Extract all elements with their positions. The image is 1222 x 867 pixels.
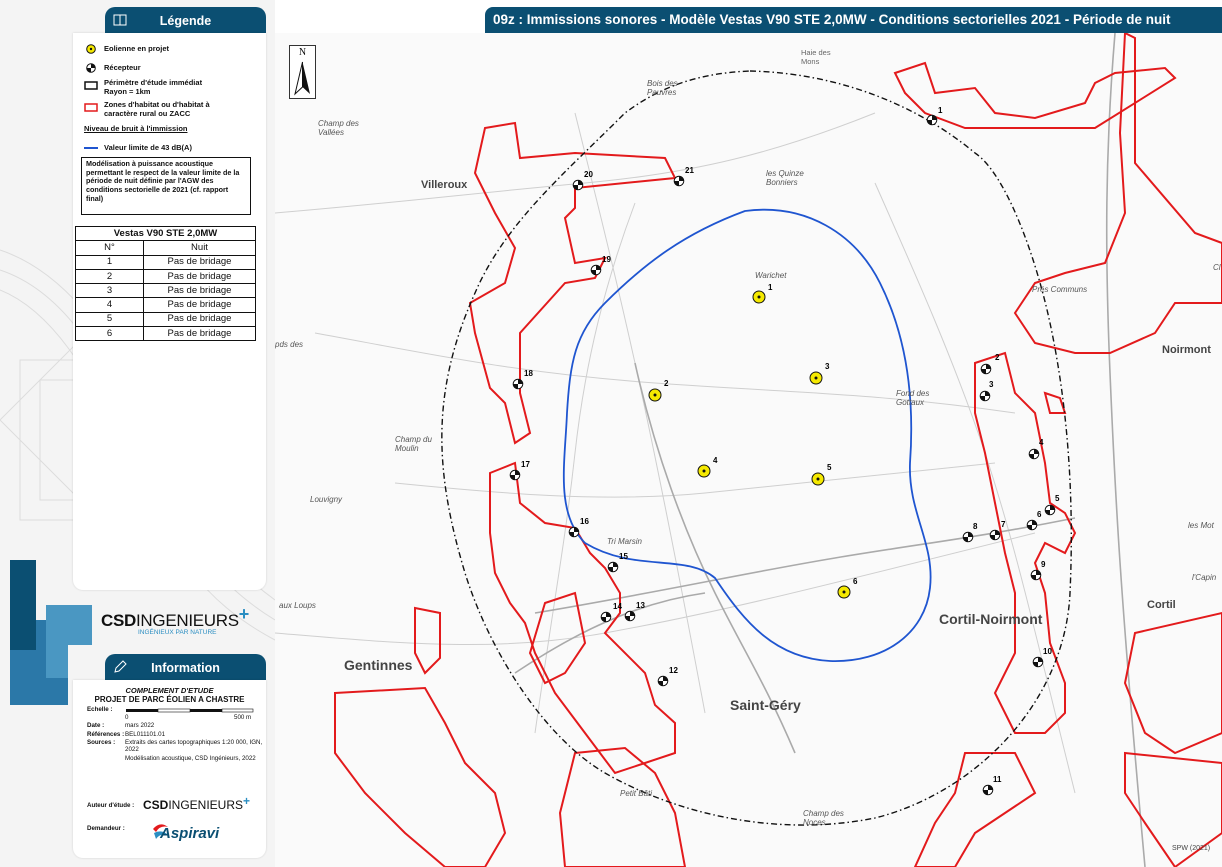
label-haie-des-mons-text: Haie des xyxy=(801,48,831,57)
north-arrow-icon xyxy=(290,60,315,98)
receptor-label: 21 xyxy=(685,166,694,175)
receptor-label: 11 xyxy=(993,775,1002,784)
receptor-marker[interactable] xyxy=(1031,560,1046,580)
receptor-label: 14 xyxy=(613,602,622,611)
map-title: 09z : Immissions sonores - Modèle Vestas V90 STE 2,0MW - Conditions sectorielles 2021 - Période de nuit xyxy=(485,7,1222,33)
turbine-label: 5 xyxy=(827,463,832,472)
table-cell-nuit: Pas de bridage xyxy=(144,269,256,283)
label-les-quinze-bonniers: les Quinze Bonniers xyxy=(766,169,804,187)
receptor-marker[interactable] xyxy=(983,775,1002,795)
receptor-marker[interactable] xyxy=(658,666,678,686)
info-date-label: Date : xyxy=(87,722,105,729)
table-cell-n: 3 xyxy=(76,284,144,298)
table-row xyxy=(76,255,256,269)
label-haie-des-mons xyxy=(801,48,833,66)
table-cell-n: 4 xyxy=(76,298,144,312)
table-cell-nuit: Pas de bridage xyxy=(144,284,256,298)
legend-zones-label: Zones d'habitat ou d'habitat à caractère rural ou ZACC xyxy=(104,100,210,118)
receptor-label: 6 xyxy=(1037,510,1042,519)
label-champ-des-noces: Champ des Noces xyxy=(803,809,844,827)
receptor-label: 18 xyxy=(524,369,533,378)
legend-tab[interactable] xyxy=(105,7,266,34)
logo-csd: CSD xyxy=(101,611,136,630)
town-noirmont: Noirmont xyxy=(1162,344,1211,356)
town-gentinnes: Gentinnes xyxy=(344,657,413,673)
label-bois-des-pauvres: Bois des Pauvres xyxy=(647,79,678,97)
scale-start: 0 xyxy=(125,714,129,721)
legend-item-eolienne xyxy=(84,44,264,54)
limit-line-symbol-icon xyxy=(84,145,98,151)
habitat-zones xyxy=(335,33,1222,867)
receptor-marker[interactable] xyxy=(1033,647,1052,667)
info-demandeur-label: Demandeur : xyxy=(87,825,125,832)
perimeter-symbol-icon xyxy=(84,81,98,90)
info-date: mars 2022 xyxy=(125,722,155,729)
receptor-label: 10 xyxy=(1043,647,1052,656)
receptor-marker[interactable] xyxy=(980,380,994,401)
receptor-layer xyxy=(510,106,1060,795)
receptor-label: 1 xyxy=(938,106,943,115)
label-champ-du-moulin: Champ du Moulin xyxy=(395,435,432,453)
receptor-label: 12 xyxy=(669,666,678,675)
label-cl: Cl xyxy=(1213,263,1221,272)
turbine-layer xyxy=(649,283,858,598)
receptor-label: 15 xyxy=(619,552,628,561)
label-tri-marsin: Tri Marsin xyxy=(607,537,642,546)
receptor-label: 2 xyxy=(995,353,1000,362)
table-header-nuit: Nuit xyxy=(144,241,256,255)
csd-logo xyxy=(101,604,250,636)
label-champ-des-vallees: Champ des Vallées xyxy=(318,119,359,137)
label-louvigny: Louvigny xyxy=(310,495,343,504)
bridage-table xyxy=(75,226,256,341)
town-cortil-noirmont: Cortil-Noirmont xyxy=(939,611,1043,627)
label-lcapin: l'Capin xyxy=(1192,573,1217,582)
info-sources: Extraits des cartes topographiques 1:20 000, IGN, 2022 xyxy=(125,739,263,754)
table-cell-nuit: Pas de bridage xyxy=(144,327,256,341)
info-ref: BEL011101.01 xyxy=(125,731,166,738)
table-cell-nuit: Pas de bridage xyxy=(144,255,256,269)
receptor-marker[interactable] xyxy=(963,522,978,542)
table-cell-nuit: Pas de bridage xyxy=(144,298,256,312)
table-row xyxy=(76,284,256,298)
table-title: Vestas V90 STE 2,0MW xyxy=(76,227,256,241)
info-sources-2: Modélisation acoustique, CSD Ingénieurs, 2022 xyxy=(125,755,256,762)
label-fond-des-gottaux: Fond des Gottaux xyxy=(896,389,930,407)
legend-tab-label: Légende xyxy=(159,13,212,28)
table-cell-nuit: Pas de bridage xyxy=(144,312,256,326)
table-cell-n: 5 xyxy=(76,312,144,326)
turbine-marker[interactable] xyxy=(838,577,858,598)
zone-symbol-icon xyxy=(84,103,98,112)
town-saint-gery: Saint-Géry xyxy=(730,697,801,713)
receptor-label: 16 xyxy=(580,517,589,526)
receptor-label: 7 xyxy=(1001,520,1006,529)
map-frame[interactable] xyxy=(275,33,1222,867)
label-warichet: Warichet xyxy=(755,271,787,280)
legend-noise-heading xyxy=(84,124,187,133)
legend-item-zones xyxy=(84,100,244,118)
information-tab-label: Information xyxy=(151,660,220,675)
pencil-icon xyxy=(113,660,127,674)
receptor-marker[interactable] xyxy=(1027,510,1042,530)
turbine-label: 6 xyxy=(853,577,858,586)
author-logo xyxy=(143,794,251,812)
legend-noise-heading-text: Niveau de bruit à l'immission xyxy=(84,124,188,133)
receptor-marker[interactable] xyxy=(981,353,1000,374)
table-row xyxy=(76,312,256,326)
legend-item-recepteur xyxy=(84,63,264,73)
modelisation-note: Modélisation à puissance acoustique permettant le respect de la valeur limite de la période de nuit définie par l'AGW des conditions sectorielle de 2021 (cf. rapport final) xyxy=(81,157,251,215)
table-row xyxy=(76,298,256,312)
legend-eolienne-label: Eolienne en projet xyxy=(104,44,170,53)
town-cortil: Cortil xyxy=(1147,599,1176,611)
legend-perimetre-label: Périmètre d'étude immédiat Rayon = 1km xyxy=(104,78,203,96)
turbine-marker[interactable] xyxy=(753,283,773,303)
table-cell-n: 2 xyxy=(76,269,144,283)
legend-limit-label: Valeur limite de 43 dB(A) xyxy=(104,143,192,152)
town-villeroux: Villeroux xyxy=(421,179,468,191)
table-header-n: N° xyxy=(76,241,144,255)
label-les-mot: les Mot xyxy=(1188,521,1214,530)
logo-tagline: INGÉNIEUX PAR NATURE xyxy=(138,629,217,636)
info-author-label: Auteur d'étude : xyxy=(87,802,135,809)
receptor-symbol-icon xyxy=(86,63,96,73)
turbine-symbol-icon xyxy=(86,44,96,54)
table-row xyxy=(76,269,256,283)
legend-item-perimetre xyxy=(84,78,264,96)
receptor-label: 9 xyxy=(1041,560,1046,569)
north-letter: N xyxy=(298,47,307,58)
receptor-label: 8 xyxy=(973,522,978,531)
label-pres-communs: Prés Communs xyxy=(1032,285,1088,294)
receptor-label: 3 xyxy=(989,380,994,389)
aspiravi-name: Aspiravi xyxy=(160,825,220,842)
info-ref-label: Références : xyxy=(87,731,125,738)
turbine-marker[interactable] xyxy=(810,362,830,384)
turbine-label: 3 xyxy=(825,362,830,371)
scale-end: 500 m xyxy=(234,714,252,721)
receptor-marker[interactable] xyxy=(674,166,694,186)
turbine-marker[interactable] xyxy=(698,456,718,477)
info-sources-label: Sources : xyxy=(87,739,116,746)
label-petit-bati: Petit Bâti xyxy=(620,789,653,798)
receptor-label: 20 xyxy=(584,170,593,179)
receptor-label: 4 xyxy=(1039,438,1044,447)
info-echelle-label: Echelle : xyxy=(87,706,113,713)
info-complement: COMPLEMENT D'ETUDE xyxy=(125,686,214,695)
author-plus-icon: + xyxy=(243,794,251,808)
background-roads xyxy=(275,113,1075,793)
legend-book-icon xyxy=(113,13,127,27)
north-arrow xyxy=(289,45,316,99)
receptor-label: 17 xyxy=(521,460,530,469)
table-cell-n: 6 xyxy=(76,327,144,341)
receptor-label: 13 xyxy=(636,601,645,610)
receptor-marker[interactable] xyxy=(927,106,943,125)
info-project: PROJET DE PARC ÉOLIEN A CHASTRE xyxy=(94,695,245,704)
turbine-label: 4 xyxy=(713,456,718,465)
receptor-marker[interactable] xyxy=(513,369,533,389)
logo-plus-icon: + xyxy=(238,604,250,624)
limit-43dba-line xyxy=(564,210,931,661)
information-tab[interactable] xyxy=(105,654,266,681)
table-cell-n: 1 xyxy=(76,255,144,269)
receptor-label: 5 xyxy=(1055,494,1060,503)
label-pds-des: pds des xyxy=(275,340,304,349)
receptor-label: 19 xyxy=(602,255,611,264)
label-aux-loups: aux Loups xyxy=(279,601,316,610)
map-credit: SPW (2021) xyxy=(1172,845,1211,852)
table-row xyxy=(76,327,256,341)
author-csd: CSD xyxy=(143,798,169,812)
turbine-label: 2 xyxy=(664,379,669,388)
turbine-marker[interactable] xyxy=(812,463,832,485)
turbine-label: 1 xyxy=(768,283,773,292)
author-ingenieurs: INGENIEURS xyxy=(168,798,244,812)
main-roads xyxy=(515,33,1145,867)
legend-recepteur-label: Récepteur xyxy=(104,63,141,72)
logo-ingenieurs: INGENIEURS xyxy=(136,611,239,630)
label-line: Mons xyxy=(801,57,820,66)
legend-item-limit xyxy=(84,143,264,153)
